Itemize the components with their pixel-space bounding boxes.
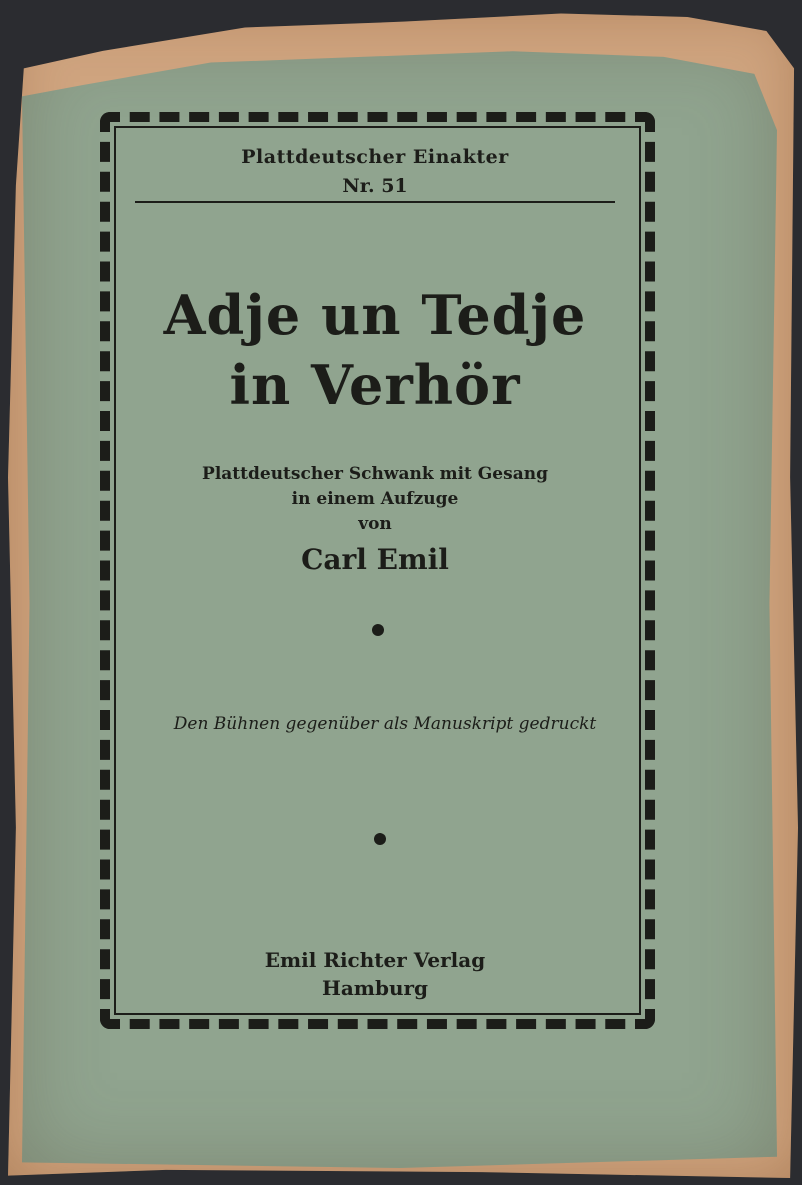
publisher-block — [135, 946, 615, 1002]
series-title: Plattdeutscher Einakter — [241, 146, 509, 168]
subtitle-line-1: Plattdeutscher Schwank mit Gesang — [202, 464, 548, 484]
subtitle-line-3: von — [358, 514, 392, 534]
ornament-dot — [372, 624, 384, 636]
subtitle-block — [135, 462, 615, 537]
publisher-city: Hamburg — [321, 976, 429, 1000]
subtitle-line-2: in einem Aufzuge — [291, 489, 459, 509]
title-line-1: Adje un Tedje — [163, 283, 587, 347]
header-divider — [135, 201, 615, 203]
author-name: Carl Emil — [301, 543, 449, 576]
manuscript-note: Den Bühnen gegenüber als Manuskript gedruckt — [173, 714, 597, 734]
publisher-name: Emil Richter Verlag — [264, 948, 486, 972]
series-number: Nr. 51 — [342, 175, 408, 197]
ornament-dot — [374, 833, 386, 845]
book-title — [135, 280, 615, 420]
title-line-2: in Verhör — [229, 353, 521, 417]
